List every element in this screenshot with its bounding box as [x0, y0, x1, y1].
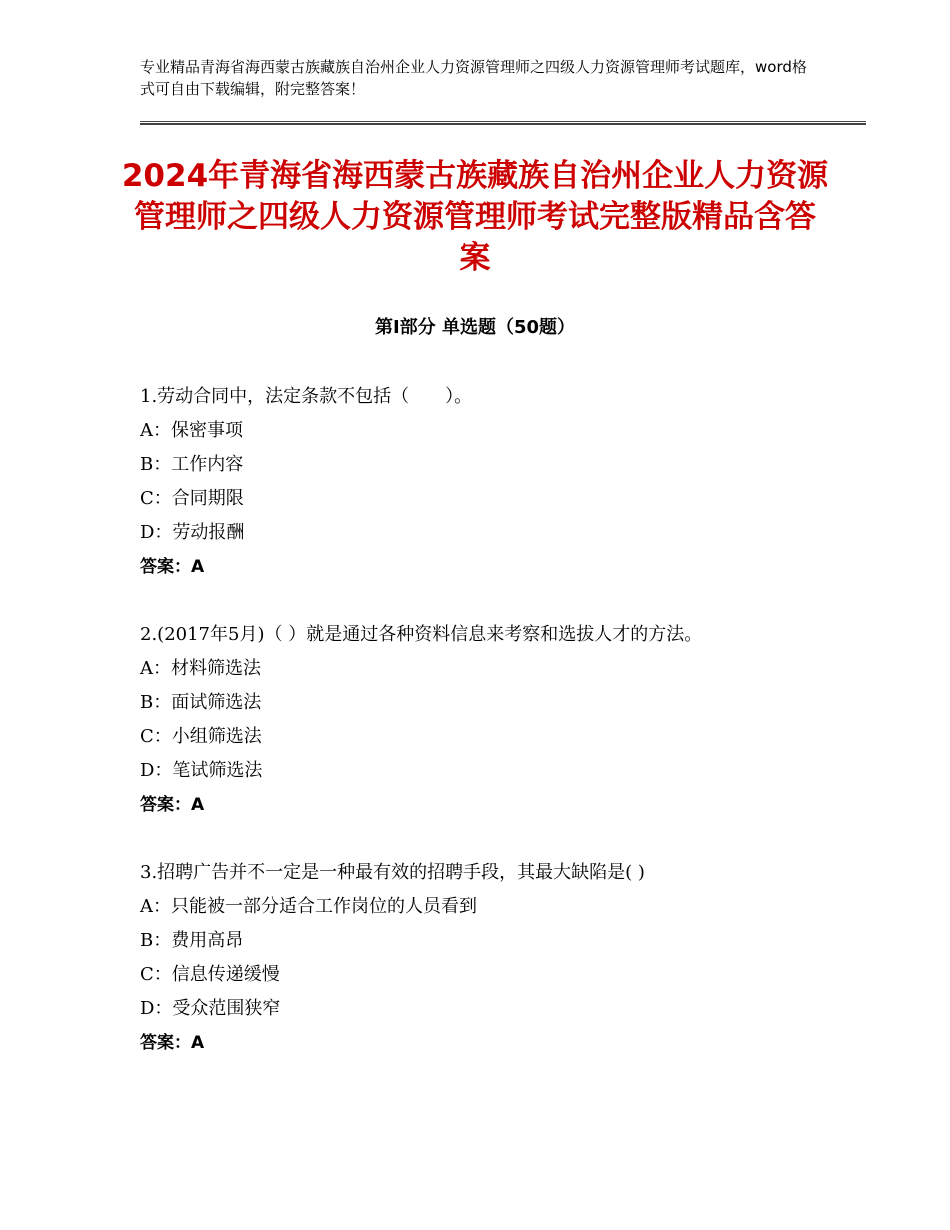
- answer-line: 答案：A: [140, 557, 205, 577]
- question-3: [140, 856, 800, 1060]
- header-note: 专业精品青海省海西蒙古族藏族自治州企业人力资源管理师之四级人力资源管理师考试题库，word格式可自由下载编辑，附完整答案！: [140, 58, 807, 98]
- option-d: D：笔试筛选法: [140, 760, 263, 781]
- option-c: C：合同期限: [140, 488, 244, 509]
- section-heading: 第Ⅰ部分 单选题（50题）: [374, 317, 575, 338]
- option-c: C：信息传递缓慢: [140, 964, 280, 985]
- question-1: [140, 380, 800, 584]
- question-stem: 2.(2017年5月)（ ）就是通过各种资料信息来考察和选拔人才的方法。: [140, 624, 703, 645]
- answer-line: 答案：A: [140, 795, 205, 815]
- option-b: B：工作内容: [140, 454, 244, 475]
- option-a: A：只能被一部分适合工作岗位的人员看到: [140, 896, 477, 917]
- document-title: 2024年青海省海西蒙古族藏族自治州企业人力资源管理师之四级人力资源管理师考试完整版精品含答案: [121, 158, 829, 276]
- option-b: B：面试筛选法: [140, 692, 262, 713]
- header-divider: [140, 121, 866, 125]
- option-d: D：劳动报酬: [140, 522, 245, 543]
- option-b: B：费用高昂: [140, 930, 244, 951]
- question-spacer: [140, 584, 800, 618]
- option-a: A：保密事项: [140, 420, 243, 441]
- question-spacer: [140, 822, 800, 856]
- answer-line: 答案：A: [140, 1033, 205, 1053]
- question-list: [140, 380, 800, 1060]
- option-c: C：小组筛选法: [140, 726, 262, 747]
- question-2: [140, 618, 800, 822]
- option-a: A：材料筛选法: [140, 658, 261, 679]
- option-d: D：受众范围狭窄: [140, 998, 281, 1019]
- question-stem: 3.招聘广告并不一定是一种最有效的招聘手段，其最大缺陷是( ): [140, 862, 645, 883]
- question-stem: 1.劳动合同中，法定条款不包括（ ）。: [140, 386, 473, 407]
